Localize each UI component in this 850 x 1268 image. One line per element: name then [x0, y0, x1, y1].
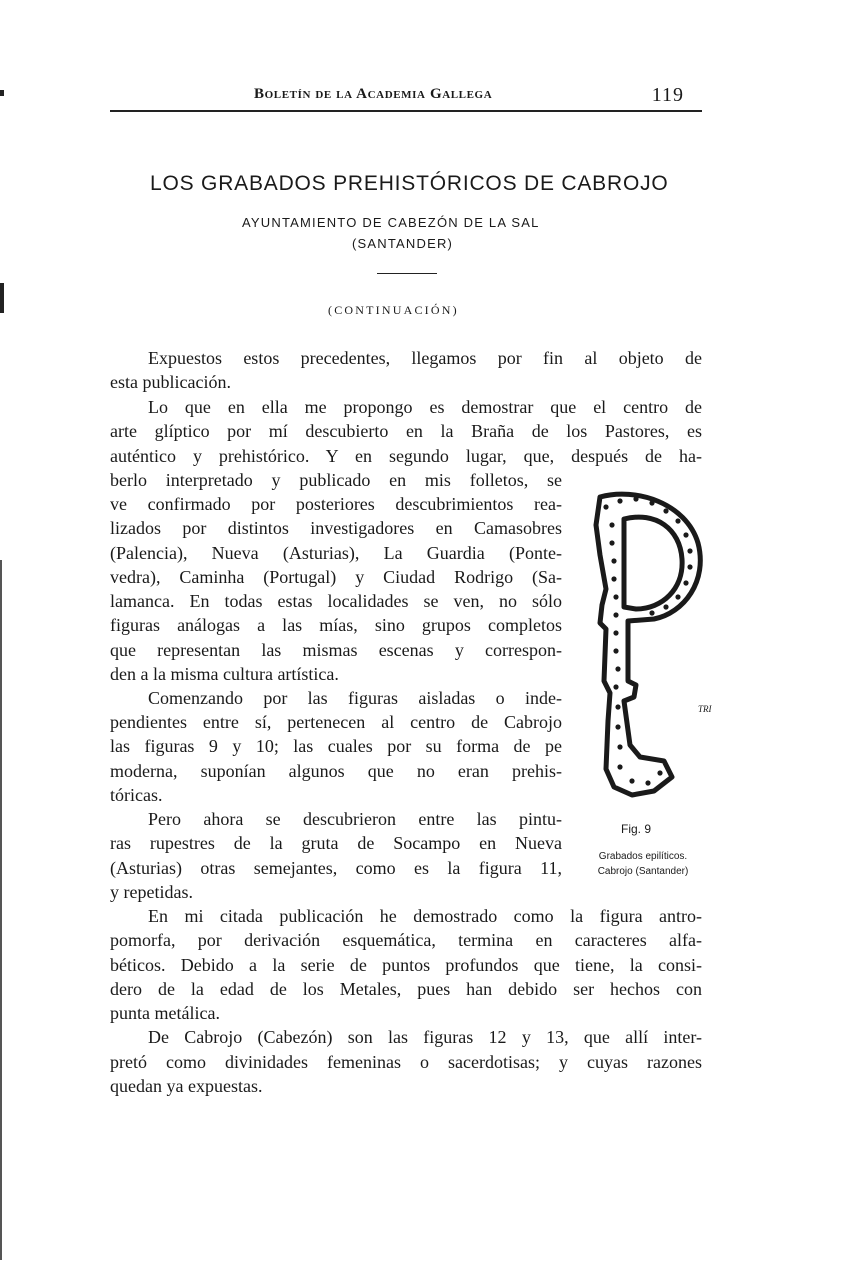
- text-line: tóricas.: [110, 785, 163, 805]
- figure-label: Fig. 9: [621, 822, 652, 836]
- text-line: lizados por distintos investigadores en Camasobres: [110, 518, 562, 538]
- text-line: Pero ahora se descubrieron entre las pintu-: [148, 809, 562, 829]
- article-title: LOS GRABADOS PREHISTÓRICOS DE CABROJO: [150, 172, 669, 195]
- article-subtitle-province: (SANTANDER): [352, 236, 454, 251]
- page-edge-mark: [0, 560, 2, 1260]
- text-line: las figuras 9 y 10; las cuales por su forma de pe: [110, 736, 562, 756]
- text-line: pretó como divinidades femeninas o sacerdotisas; y cuyas razones: [110, 1052, 702, 1072]
- text-line: y repetidas.: [110, 882, 193, 902]
- continuation-label: (CONTINUACIÓN): [328, 303, 459, 317]
- text-line: béticos. Debido a la serie de puntos profundos que tiene, la consi-: [110, 955, 702, 975]
- text-line: De Cabrojo (Cabezón) son las figuras 12 y 13, que allí inter-: [148, 1027, 702, 1047]
- page-edge-mark: [0, 283, 4, 313]
- text-line: lamanca. En todas estas localidades se ven, no sólo: [110, 591, 562, 611]
- page-edge-mark: [0, 90, 4, 96]
- title-divider: [377, 273, 437, 274]
- text-line: pendientes entre sí, pertenecen al centro de Cabrojo: [110, 712, 562, 732]
- running-title: Boletín de la Academia Gallega: [254, 86, 493, 102]
- text-line: (Asturias) otras semejantes, como es la figura 11,: [110, 858, 562, 878]
- text-line: figuras análogas a las mías, sino grupos completos: [110, 615, 562, 635]
- text-line: vedra), Caminha (Portugal) y Ciudad Rodrigo (Sa-: [110, 567, 562, 587]
- text-line: auténtico y prehistórico. Y en segundo lugar, que, después de ha-: [110, 446, 702, 466]
- text-line: Expuestos estos precedentes, llegamos por fin al objeto de: [148, 348, 702, 368]
- text-line: En mi citada publicación he demostrado como la figura antro-: [148, 906, 702, 926]
- engraving-figure: [576, 485, 716, 805]
- text-line: dero de la edad de los Metales, pues han debido ser hechos con: [110, 979, 702, 999]
- figure-caption-line: Cabrojo (Santander): [597, 866, 689, 877]
- running-header: [110, 84, 702, 112]
- text-line: esta publicación.: [110, 372, 231, 392]
- text-line: den a la misma cultura artística.: [110, 664, 339, 684]
- text-line: que representan las mismas escenas y correspon-: [110, 640, 562, 660]
- text-line: ras rupestres de la gruta de Socampo en Nueva: [110, 833, 562, 853]
- text-line: quedan ya expuestas.: [110, 1076, 263, 1096]
- text-line: (Palencia), Nueva (Asturias), La Guardia (Ponte-: [110, 543, 562, 563]
- page-number: 119: [651, 84, 684, 106]
- text-line: pomorfa, por derivación esquemática, termina en caracteres alfa-: [110, 930, 702, 950]
- text-line: Comenzando por las figuras aisladas o inde-: [148, 688, 562, 708]
- figure-caption-line: Grabados epilíticos.: [598, 851, 688, 862]
- text-line: ve confirmado por posteriores descubrimientos rea-: [110, 494, 562, 514]
- figure-artist-mark: TRI: [698, 704, 712, 714]
- text-line: punta metálica.: [110, 1003, 220, 1023]
- text-line: moderna, suponían algunos que no eran prehis-: [110, 761, 562, 781]
- engraving-glyph: [596, 494, 700, 795]
- text-line: arte glíptico por mí descubierto en la Braña de los Pastores, es: [110, 421, 702, 441]
- text-line: Lo que en ella me propongo es demostrar que el centro de: [148, 397, 702, 417]
- text-line: berlo interpretado y publicado en mis folletos, se: [110, 470, 562, 490]
- article-subtitle-municipality: AYUNTAMIENTO DE CABEZÓN DE LA SAL: [242, 215, 540, 230]
